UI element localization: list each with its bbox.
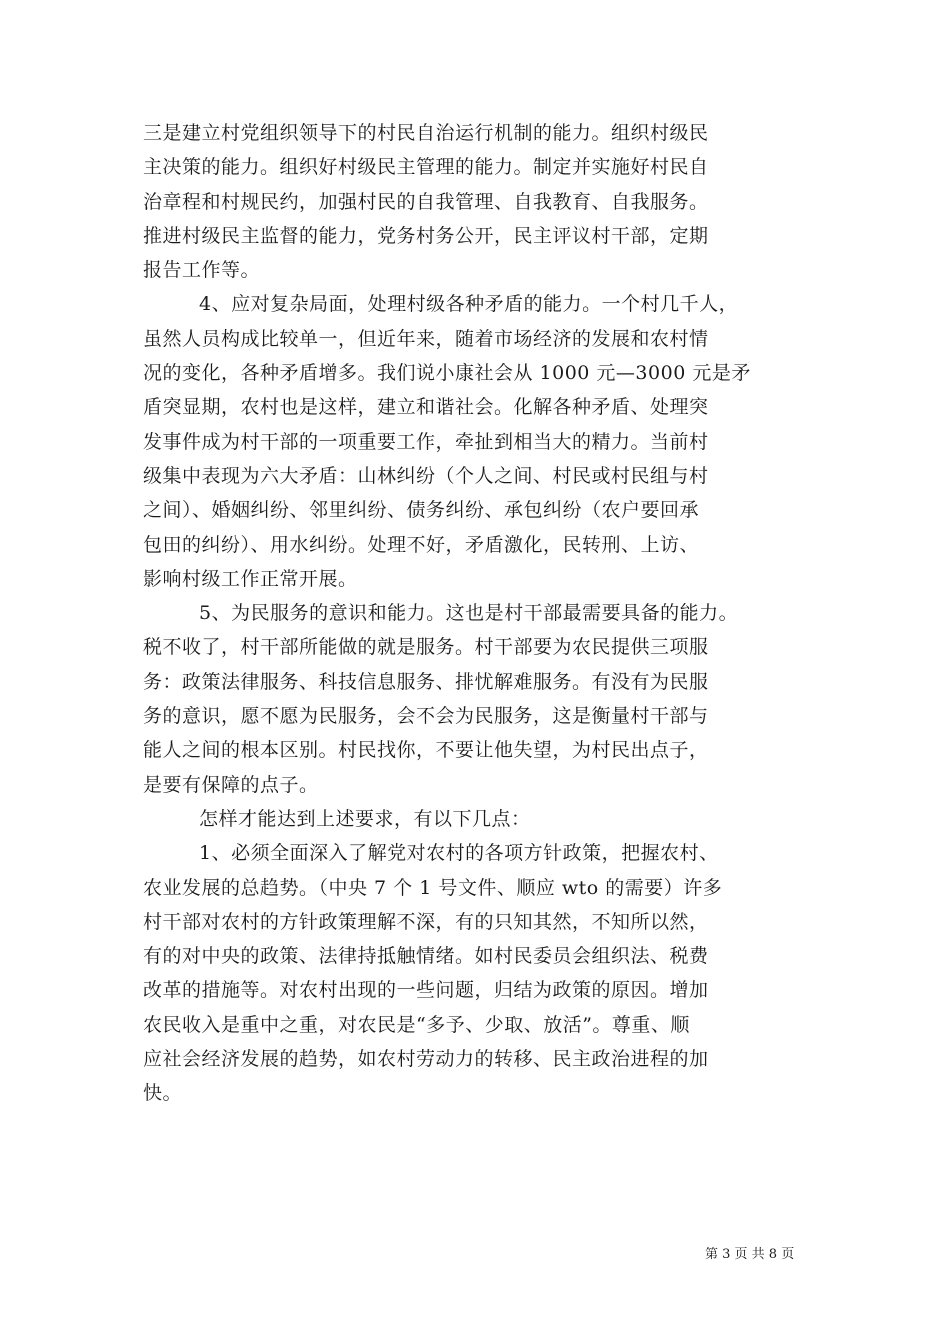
text-line: 1、必须全面深入了解党对农村的各项方针政策，把握农村、	[199, 842, 719, 865]
text-line: 4、应对复杂局面，处理村级各种矛盾的能力。一个村几千人，	[199, 293, 739, 316]
text-line: 级集中表现为六大矛盾：山林纠纷（个人之间、村民或村民组与村	[143, 464, 709, 487]
text-line: 之间）、婚姻纠纷、邻里纠纷、债务纠纷、承包纠纷（农户要回承	[143, 499, 700, 522]
text-line: 怎样才能达到上述要求，有以下几点：	[199, 807, 531, 830]
text-line: 农业发展的总趋势。（中央 7 个 1 号文件、顺应 wto 的需要）许多	[143, 876, 723, 899]
text-line: 农民收入是重中之重，对农民是“多予、少取、放活”。尊重、顺	[143, 1013, 690, 1036]
text-line: 盾突显期，农村也是这样，建立和谐社会。化解各种矛盾、处理突	[143, 396, 709, 419]
text-line: 务：政策法律服务、科技信息服务、排忧解难服务。有没有为民服	[143, 670, 709, 693]
text-line: 税不收了，村干部所能做的就是服务。村干部要为农民提供三项服	[143, 636, 709, 659]
document-body	[143, 116, 815, 1111]
page-number: 第 3 页 共 8 页	[705, 1247, 795, 1262]
text-line: 5、为民服务的意识和能力。这也是村干部最需要具备的能力。	[199, 602, 739, 625]
text-line: 影响村级工作正常开展。	[143, 567, 358, 590]
text-line: 虽然人员构成比较单一，但近年来，随着市场经济的发展和农村情	[143, 327, 709, 350]
text-line: 有的对中央的政策、法律持抵触情绪。如村民委员会组织法、税费	[143, 945, 709, 968]
text-line: 报告工作等。	[143, 259, 261, 282]
text-line: 主决策的能力。组织好村级民主管理的能力。制定并实施好村民自	[143, 156, 709, 179]
text-line: 能人之间的根本区别。村民找你，不要让他失望，为村民出点子，	[143, 739, 709, 762]
text-line: 推进村级民主监督的能力，党务村务公开，民主评议村干部，定期	[143, 224, 709, 247]
text-line: 包田的纠纷）、用水纠纷。处理不好，矛盾激化，民转刑、上访、	[143, 533, 700, 556]
text-line: 改革的措施等。对农村出现的一些问题，归结为政策的原因。增加	[143, 979, 709, 1002]
text-line: 务的意识，愿不愿为民服务，会不会为民服务，这是衡量村干部与	[143, 705, 709, 728]
text-line: 快。	[143, 1082, 183, 1105]
text-line: 发事件成为村干部的一项重要工作，牵扯到相当大的精力。当前村	[143, 430, 709, 453]
text-line: 三是建立村党组织领导下的村民自治运行机制的能力。组织村级民	[143, 122, 709, 144]
text-line: 治章程和村规民约，加强村民的自我管理、自我教育、自我服务。	[143, 190, 709, 213]
text-line: 是要有保障的点子。	[143, 773, 319, 796]
text-line: 应社会经济发展的趋势，如农村劳动力的转移、民主政治进程的加	[143, 1048, 709, 1071]
text-line: 况的变化，各种矛盾增多。我们说小康社会从 1000 元—3000 元是矛	[143, 362, 751, 385]
text-line: 村干部对农村的方针政策理解不深，有的只知其然，不知所以然，	[143, 910, 709, 933]
